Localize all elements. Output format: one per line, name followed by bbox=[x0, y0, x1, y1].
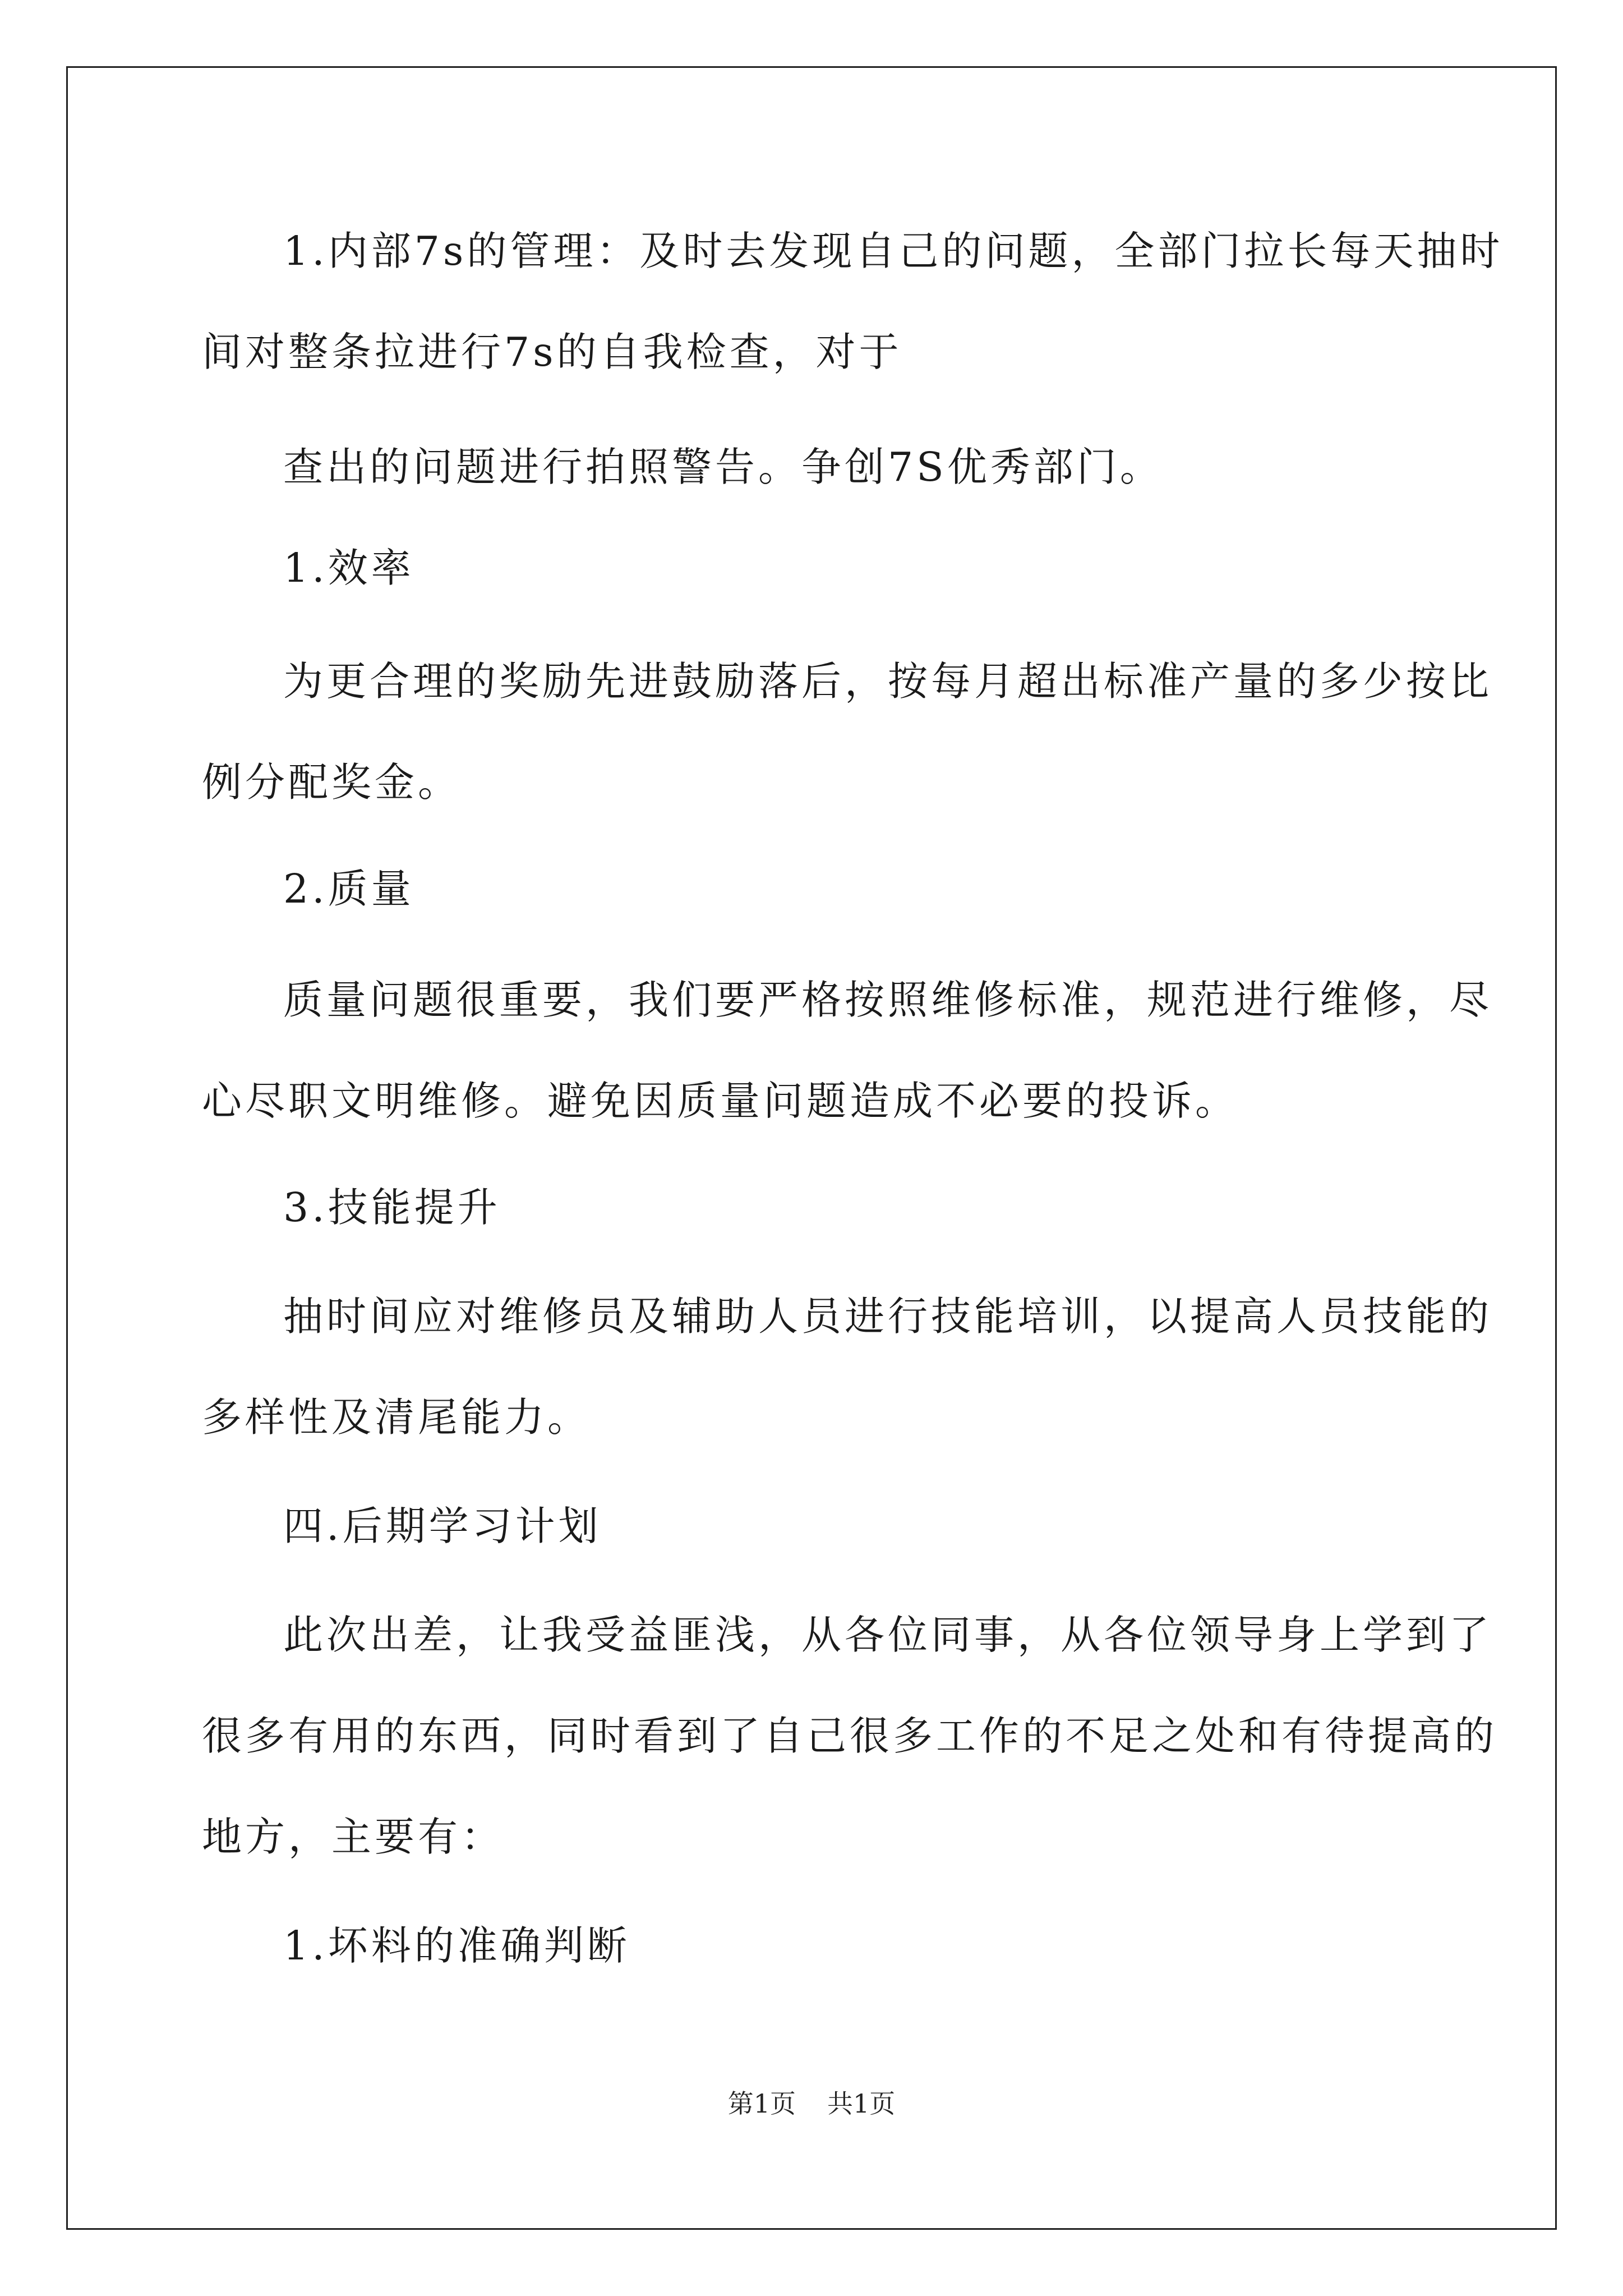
section-heading: 2.质量 bbox=[283, 866, 414, 912]
paragraph-line: 为更合理的奖励先进鼓励落后，按每月超出标准产量的多少按比 bbox=[283, 658, 1493, 705]
paragraph-line: 1.内部7s的管理：及时去发现自己的问题，全部门拉长每天抽时 bbox=[283, 228, 1504, 274]
paragraph-line: 很多有用的东西，同时看到了自己很多工作的不足之处和有待提高的 bbox=[202, 1713, 1498, 1759]
paragraph-line: 此次出差，让我受益匪浅，从各位同事，从各位领导身上学到了 bbox=[283, 1612, 1493, 1658]
paragraph-line: 多样性及清尾能力。 bbox=[202, 1394, 591, 1441]
paragraph-line: 心尽职文明维修。避免因质量问题造成不必要的投诉。 bbox=[202, 1078, 1239, 1124]
page-border bbox=[66, 66, 1557, 2230]
paragraph-line: 质量问题很重要，我们要严格按照维修标准，规范进行维修，尽 bbox=[283, 977, 1493, 1023]
paragraph-line: 抽时间应对维修员及辅助人员进行技能培训，以提高人员技能的 bbox=[283, 1293, 1493, 1340]
page-number: 第1页 bbox=[727, 2088, 796, 2119]
section-heading: 3.技能提升 bbox=[283, 1184, 501, 1231]
page-footer bbox=[0, 2087, 1623, 2120]
paragraph-line: 地方，主要有： bbox=[202, 1814, 505, 1860]
paragraph-line: 例分配奖金。 bbox=[202, 759, 462, 806]
section-heading: 四.后期学习计划 bbox=[283, 1503, 602, 1549]
paragraph-line: 间对整条拉进行7s的自我检查，对于 bbox=[202, 329, 902, 375]
section-heading: 1.坏料的准确判断 bbox=[283, 1922, 630, 1969]
section-heading: 1.效率 bbox=[283, 545, 414, 591]
total-pages: 共1页 bbox=[827, 2088, 896, 2119]
paragraph-line: 查出的问题进行拍照警告。争创7S优秀部门。 bbox=[283, 444, 1163, 490]
